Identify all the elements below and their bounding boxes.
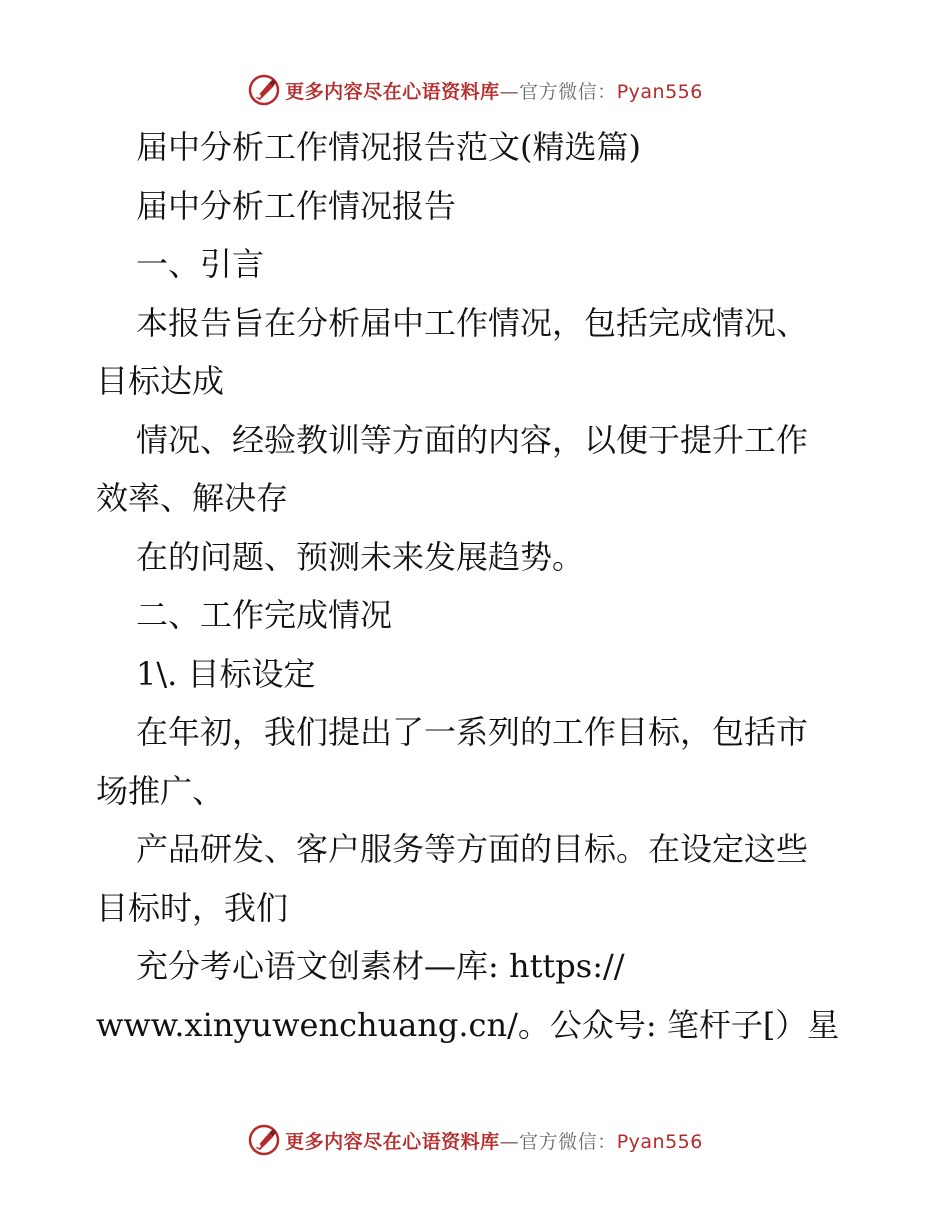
- paragraph-line: www.xinyuwenchuang.cn/。公众号: 笔杆子[）星: [96, 1005, 840, 1044]
- header-watermark-banner: [0, 70, 950, 110]
- document-subtitle: 届中分析工作情况报告: [136, 186, 457, 225]
- banner-brand-text: 更多内容尽在心语资料库: [285, 80, 500, 103]
- section-heading-work-completion: 二、工作完成情况: [136, 596, 393, 634]
- paragraph-line: 本报告旨在分析届中工作情况，包括完成情况、: [136, 303, 809, 342]
- banner-dash: —: [499, 80, 520, 103]
- banner-wechat-id: Pyan556: [616, 1130, 703, 1153]
- paragraph-line: 充分考心语文创素材—库: https://: [136, 947, 625, 985]
- paragraph-line: 情况、经验教训等方面的内容，以便于提升工作: [136, 420, 809, 459]
- subsection-heading-goal-setting: 1\. 目标设定: [136, 654, 316, 693]
- banner-brand-text: 更多内容尽在心语资料库: [285, 1130, 500, 1153]
- banner-wechat-label: 官方微信：: [519, 80, 617, 103]
- paragraph-line: 目标时，我们: [96, 888, 289, 927]
- pen-nib-logo-icon: [247, 1123, 281, 1157]
- document-title: 届中分析工作情况报告范文(精选篇): [136, 128, 641, 166]
- paragraph-line: 在年初，我们提出了一系列的工作目标，包括市: [136, 713, 809, 751]
- paragraph-line: 场推广、: [96, 771, 225, 810]
- banner-wechat-id: Pyan556: [616, 80, 703, 103]
- paragraph-line: 在的问题、预测未来发展趋势。: [136, 537, 585, 576]
- paragraph-line: 目标达成: [96, 362, 225, 400]
- pen-nib-logo-icon: [247, 73, 281, 107]
- banner-wechat-label: 官方微信：: [519, 1130, 617, 1153]
- footer-watermark-banner: [0, 1120, 950, 1160]
- paragraph-line: 产品研发、客户服务等方面的目标。在设定这些: [136, 830, 809, 868]
- document-body: [96, 118, 856, 1054]
- section-heading-introduction: 一、引言: [136, 245, 265, 283]
- banner-dash: —: [499, 1130, 520, 1153]
- paragraph-line: 效率、解决存: [96, 479, 289, 517]
